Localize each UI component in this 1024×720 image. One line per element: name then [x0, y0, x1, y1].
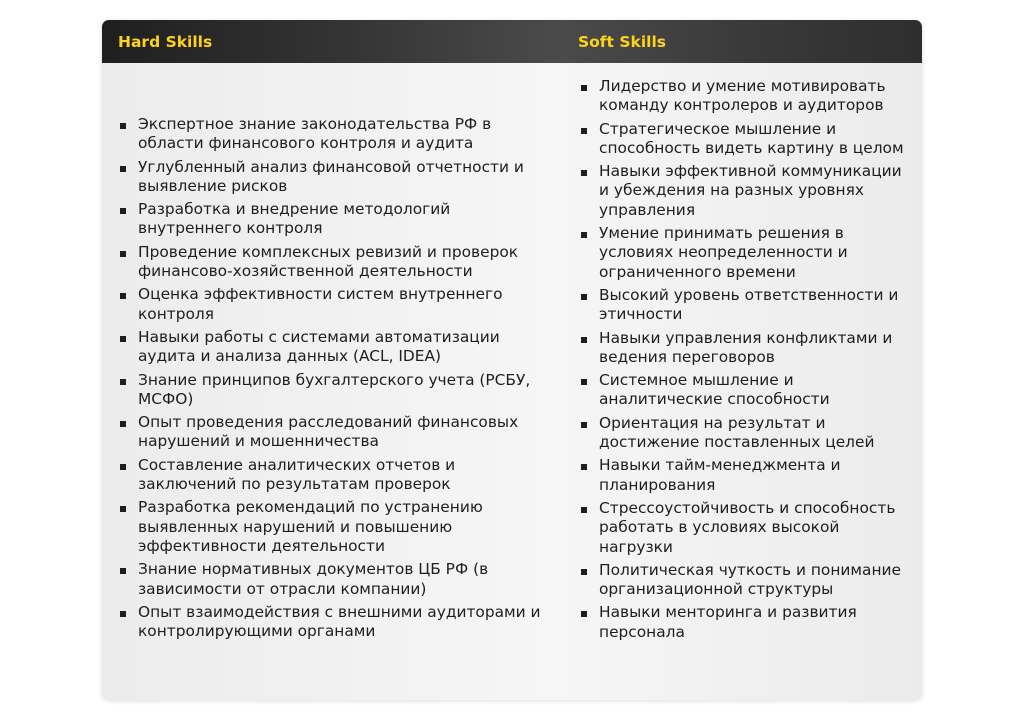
bullet-icon	[120, 336, 126, 342]
list-item	[138, 371, 548, 410]
list-item	[138, 328, 548, 367]
hard-skill-text: Экспертное знание законодательства РФ в области финансового контроля и аудита	[138, 115, 492, 153]
soft-skills-header: Soft Skills	[564, 20, 922, 63]
hard-skill-text: Знание нормативных документов ЦБ РФ (в зависимости от отрасли компании)	[138, 560, 489, 598]
bullet-icon	[581, 337, 587, 343]
list-item	[599, 286, 911, 325]
bullet-icon	[120, 421, 126, 427]
soft-skill-text: Политическая чуткость и понимание организационной структуры	[599, 560, 901, 599]
bullet-icon	[120, 464, 126, 470]
soft-skill-text: Навыки эффективной коммуникации и убеждения на разных уровнях управления	[599, 162, 902, 219]
bullet-icon	[581, 128, 587, 134]
hard-skill-text: Оценка эффективности систем внутреннего контроля	[138, 285, 503, 323]
bullet-icon	[120, 506, 126, 512]
list-item	[138, 456, 548, 495]
soft-skill-text: Ориентация на результат и достижение поставленных целей	[599, 413, 875, 452]
soft-skills-list	[599, 77, 911, 646]
bullet-icon	[581, 569, 587, 575]
bullet-icon	[581, 85, 587, 91]
list-item	[599, 120, 911, 159]
list-item	[599, 561, 911, 600]
soft-skill-text: Умение принимать решения в условиях неопределенности и ограниченного времени	[599, 224, 848, 281]
hard-skill-text: Навыки работы с системами автоматизации аудита и анализа данных (ACL, IDEA)	[138, 327, 500, 366]
list-item	[138, 115, 548, 154]
bullet-icon	[581, 611, 587, 617]
bullet-icon	[581, 170, 587, 176]
list-item	[599, 162, 911, 220]
hard-skill-text: Разработка и внедрение методологий внутреннего контроля	[138, 200, 451, 238]
hard-skills-header: Hard Skills	[102, 20, 564, 63]
soft-skill-text: Системное мышление и аналитические способности	[599, 371, 830, 409]
list-item	[138, 243, 548, 282]
hard-skill-text: Разработка рекомендаций по устранению выявленных нарушений и повышению эффективности деятельности	[138, 498, 483, 555]
list-item	[599, 77, 911, 116]
soft-skill-text: Стрессоустойчивость и способность работать в условиях высокой нагрузки	[599, 498, 896, 556]
bullet-icon	[581, 379, 587, 385]
soft-skill-text: Стратегическое мышление и способность видеть картину в целом	[599, 119, 904, 157]
table-header	[102, 20, 922, 63]
bullet-icon	[120, 611, 126, 617]
bullet-icon	[120, 251, 126, 257]
hard-skill-text: Составление аналитических отчетов и заключений по результатам проверок	[138, 455, 456, 494]
hard-skill-text: Знание принципов бухгалтерского учета (РСБУ, МСФО)	[138, 370, 531, 408]
soft-skill-text: Навыки управления конфликтами и ведения переговоров	[599, 328, 893, 366]
bullet-icon	[120, 208, 126, 214]
bullet-icon	[581, 464, 587, 470]
list-item	[138, 498, 548, 556]
list-item	[599, 456, 911, 495]
soft-skill-text: Навыки менторинга и развития персонала	[599, 603, 857, 641]
bullet-icon	[581, 422, 587, 428]
list-item	[599, 603, 911, 642]
list-item	[599, 499, 911, 557]
bullet-icon	[581, 232, 587, 238]
bullet-icon	[120, 166, 126, 172]
list-item	[599, 329, 911, 368]
bullet-icon	[120, 293, 126, 299]
list-item	[599, 371, 911, 410]
list-item	[138, 603, 548, 642]
hard-skill-text: Опыт проведения расследований финансовых нарушений и мошенничества	[138, 413, 519, 451]
list-item	[138, 413, 548, 452]
soft-skill-text: Лидерство и умение мотивировать команду контролеров и аудиторов	[599, 77, 886, 115]
list-item	[138, 285, 548, 324]
hard-skills-list	[138, 115, 548, 645]
bullet-icon	[120, 379, 126, 385]
list-item	[138, 158, 548, 197]
soft-skill-text: Навыки тайм-менеджмента и планирования	[599, 456, 841, 494]
skills-table	[102, 20, 922, 700]
bullet-icon	[120, 123, 126, 129]
hard-skill-text: Углубленный анализ финансовой отчетности и выявление рисков	[138, 157, 524, 195]
hard-skill-text: Проведение комплексных ревизий и проверок финансово-хозяйственной деятельности	[138, 242, 519, 281]
list-item	[138, 200, 548, 239]
bullet-icon	[120, 568, 126, 574]
list-item	[599, 414, 911, 453]
hard-skill-text: Опыт взаимодействия с внешними аудиторами и контролирующими органами	[138, 602, 541, 641]
soft-skill-text: Высокий уровень ответственности и этичности	[599, 285, 899, 324]
list-item	[138, 560, 548, 599]
list-item	[599, 224, 911, 282]
bullet-icon	[581, 507, 587, 513]
bullet-icon	[581, 294, 587, 300]
